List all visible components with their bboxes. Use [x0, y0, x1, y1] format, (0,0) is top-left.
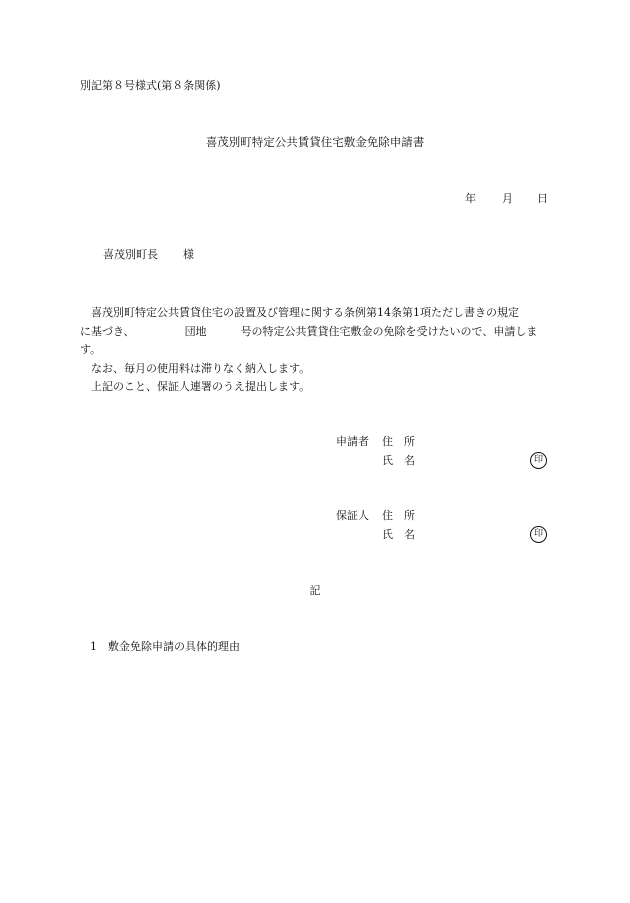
body-paragraph-2: なお、毎月の使用料は滞りなく納入します。: [91, 361, 311, 375]
applicant-role-label: 申請者: [336, 435, 369, 448]
guarantor-address-label: 住 所: [382, 509, 415, 522]
body-request-text: 号の特定公共賃貸住宅敷金の免除を受けたいので、申請しま: [240, 324, 538, 338]
list-item: [90, 641, 240, 652]
document-title: 喜茂別町特定公共賃貸住宅敷金免除申請書: [205, 135, 425, 149]
body-danchi-text: 団地: [184, 324, 207, 338]
guarantor-role-label: 保証人: [336, 509, 369, 522]
applicant-seal-mark: 印: [530, 452, 547, 469]
date-month-label: 月: [502, 192, 513, 205]
addressee-honorific: 様: [183, 248, 194, 261]
application-body: [80, 304, 550, 397]
addressee-name: 喜茂別町長: [103, 248, 158, 261]
date-year-label: 年: [465, 192, 476, 205]
body-basis-text: に基づき、: [80, 324, 135, 338]
date-day-label: 日: [537, 192, 548, 205]
body-paragraph-1-line-3: す。: [80, 343, 102, 356]
record-heading: 記: [309, 584, 321, 597]
guarantor-seal-mark: 印: [530, 526, 547, 543]
form-number-label: 別記第８号様式(第８条関係): [80, 79, 221, 92]
body-paragraph-1-line-1: 喜茂別町特定公共賃貸住宅の設置及び管理に関する条例第14条第1項ただし書きの規定: [91, 306, 519, 319]
item-number: 1: [90, 640, 97, 653]
guarantor-name-label: 氏 名: [382, 528, 415, 541]
applicant-name-label: 氏 名: [382, 454, 415, 467]
applicant-address-label: 住 所: [382, 435, 415, 448]
body-paragraph-3: 上記のこと、保証人連署のうえ提出します。: [91, 380, 311, 393]
body-paragraph-1-line-2: [80, 323, 550, 342]
item-label: 敷金免除申請の具体的理由: [108, 640, 240, 653]
